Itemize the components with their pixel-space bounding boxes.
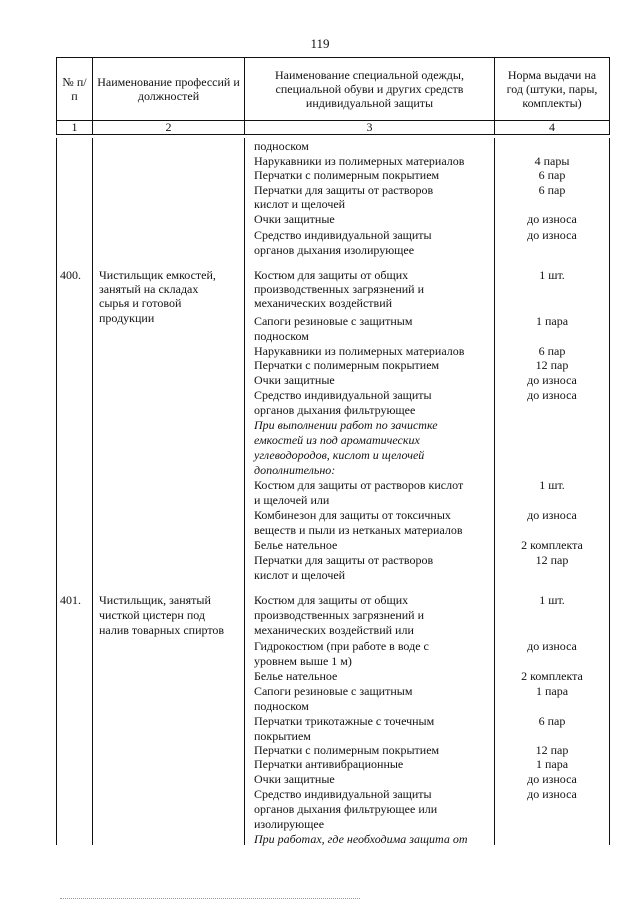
item-text: кислот и щелочей bbox=[254, 568, 346, 582]
item-text: Очки защитные bbox=[254, 373, 335, 387]
item-text: органов дыхания фильтрующее bbox=[254, 403, 416, 417]
item-text: производственных загрязнений и bbox=[254, 608, 425, 622]
item-text: механических воздействий или bbox=[254, 623, 414, 637]
header-num-2: 2 bbox=[93, 121, 245, 135]
header-col-profession: Наименование профессий и должностей bbox=[93, 58, 245, 121]
item-text: Перчатки с полимерным покрытием bbox=[254, 168, 440, 182]
row-number: 401. bbox=[60, 593, 81, 607]
quantity: до износа bbox=[527, 373, 577, 387]
quantity: до износа bbox=[527, 228, 577, 242]
item-text: Комбинезон для защиты от токсичных bbox=[254, 508, 451, 522]
item-text: Перчатки с полимерным покрытием bbox=[254, 358, 440, 372]
quantity: 1 пара bbox=[535, 757, 569, 771]
header-num-1: 1 bbox=[57, 121, 93, 135]
item-text: Гидрокостюм (при работе в воде с bbox=[254, 639, 429, 653]
item-text: Костюм для защиты от общих bbox=[254, 268, 409, 282]
item-text: Средство индивидуальной защиты bbox=[254, 388, 432, 402]
quantity: 12 пар bbox=[535, 553, 569, 567]
item-text: кислот и щелочей bbox=[254, 197, 346, 211]
item-text: Средство индивидуальной защиты bbox=[254, 228, 432, 242]
quantity: 12 пар bbox=[535, 743, 569, 757]
quantity: 4 пары bbox=[534, 154, 570, 168]
quantity: 2 комплекта bbox=[521, 538, 583, 552]
quantity: до износа bbox=[527, 787, 577, 801]
item-text: Средство индивидуальной защиты bbox=[254, 787, 432, 801]
quantity: 6 пар bbox=[538, 714, 566, 728]
item-text: Сапоги резиновые с защитным bbox=[254, 314, 413, 328]
quantity: 1 пара bbox=[535, 684, 569, 698]
item-text: механических воздействий bbox=[254, 296, 393, 310]
item-text: Перчатки для защиты от растворов bbox=[254, 553, 434, 567]
page-footer-mark bbox=[60, 898, 360, 902]
header-num-4: 4 bbox=[495, 121, 610, 135]
item-text: Нарукавники из полимерных материалов bbox=[254, 154, 465, 168]
item-text: Очки защитные bbox=[254, 772, 335, 786]
item-text: подноском bbox=[254, 329, 309, 343]
quantity: 6 пар bbox=[538, 344, 566, 358]
item-text: Костюм для защиты от общих bbox=[254, 593, 409, 607]
item-text: покрытием bbox=[254, 729, 311, 743]
quantity: 1 шт. bbox=[539, 268, 565, 282]
column-line bbox=[609, 138, 610, 845]
item-text: Перчатки для защиты от растворов bbox=[254, 183, 434, 197]
quantity: 2 комплекта bbox=[521, 669, 583, 683]
item-text: подноском bbox=[254, 699, 309, 713]
profession-line: чисткой цистерн под bbox=[99, 608, 206, 622]
quantity: 12 пар bbox=[535, 358, 569, 372]
table-header bbox=[56, 57, 610, 135]
quantity: до износа bbox=[527, 388, 577, 402]
quantity: до износа bbox=[527, 772, 577, 786]
italic-note: емкостей из под ароматических bbox=[254, 433, 420, 447]
item-text: Нарукавники из полимерных материалов bbox=[254, 344, 465, 358]
profession-line: сырья и готовой bbox=[99, 296, 182, 310]
item-text: Белье нательное bbox=[254, 538, 338, 552]
column-line bbox=[56, 138, 57, 845]
profession-line: продукции bbox=[99, 311, 155, 325]
quantity: 6 пар bbox=[538, 168, 566, 182]
item-text: изолирующее bbox=[254, 817, 325, 831]
header-num-3: 3 bbox=[245, 121, 495, 135]
italic-note: При выполнении работ по зачистке bbox=[254, 418, 438, 432]
quantity: 1 пара bbox=[535, 314, 569, 328]
column-line bbox=[244, 138, 245, 845]
item-text: Костюм для защиты от растворов кислот bbox=[254, 478, 464, 492]
item-text: Очки защитные bbox=[254, 212, 335, 226]
item-text: Сапоги резиновые с защитным bbox=[254, 684, 413, 698]
quantity: 1 шт. bbox=[539, 478, 565, 492]
column-line bbox=[494, 138, 495, 845]
profession-line: налив товарных спиртов bbox=[99, 623, 225, 637]
italic-note: углеводородов, кислот и щелочей bbox=[254, 448, 425, 462]
quantity: до износа bbox=[527, 639, 577, 653]
italic-note: При работах, где необходима защита от bbox=[254, 832, 468, 846]
item-text: органов дыхания фильтрующее или bbox=[254, 802, 438, 816]
item-text: Перчатки трикотажные с точечным bbox=[254, 714, 435, 728]
quantity: 6 пар bbox=[538, 183, 566, 197]
quantity: 1 шт. bbox=[539, 593, 565, 607]
item-text: Белье нательное bbox=[254, 669, 338, 683]
item-text: уровнем выше 1 м) bbox=[254, 654, 352, 668]
header-col-norm: Норма выдачи на год (штуки, пары, комплекты) bbox=[495, 58, 610, 121]
column-line bbox=[92, 138, 93, 845]
header-col-equipment: Наименование специальной одежды, специальной обуви и других средств индивидуальной защиты bbox=[245, 58, 495, 121]
quantity: до износа bbox=[527, 212, 577, 226]
italic-note: дополнительно: bbox=[254, 463, 336, 477]
profession-line: Чистильщик емкостей, bbox=[99, 268, 216, 282]
item-text: веществ и пыли из нетканых материалов bbox=[254, 523, 463, 537]
item-text: Перчатки антивибрационные bbox=[254, 757, 404, 771]
header-col-number: № п/п bbox=[57, 58, 93, 121]
item-text: подноском bbox=[254, 139, 309, 153]
item-text: и щелочей или bbox=[254, 493, 330, 507]
quantity: до износа bbox=[527, 508, 577, 522]
profession-line: занятый на складах bbox=[99, 282, 199, 296]
item-text: Перчатки с полимерным покрытием bbox=[254, 743, 440, 757]
item-text: органов дыхания изолирующее bbox=[254, 243, 415, 257]
row-number: 400. bbox=[60, 268, 81, 282]
profession-line: Чистильщик, занятый bbox=[99, 593, 211, 607]
page-number: 119 bbox=[310, 36, 330, 51]
item-text: производственных загрязнений и bbox=[254, 282, 425, 296]
